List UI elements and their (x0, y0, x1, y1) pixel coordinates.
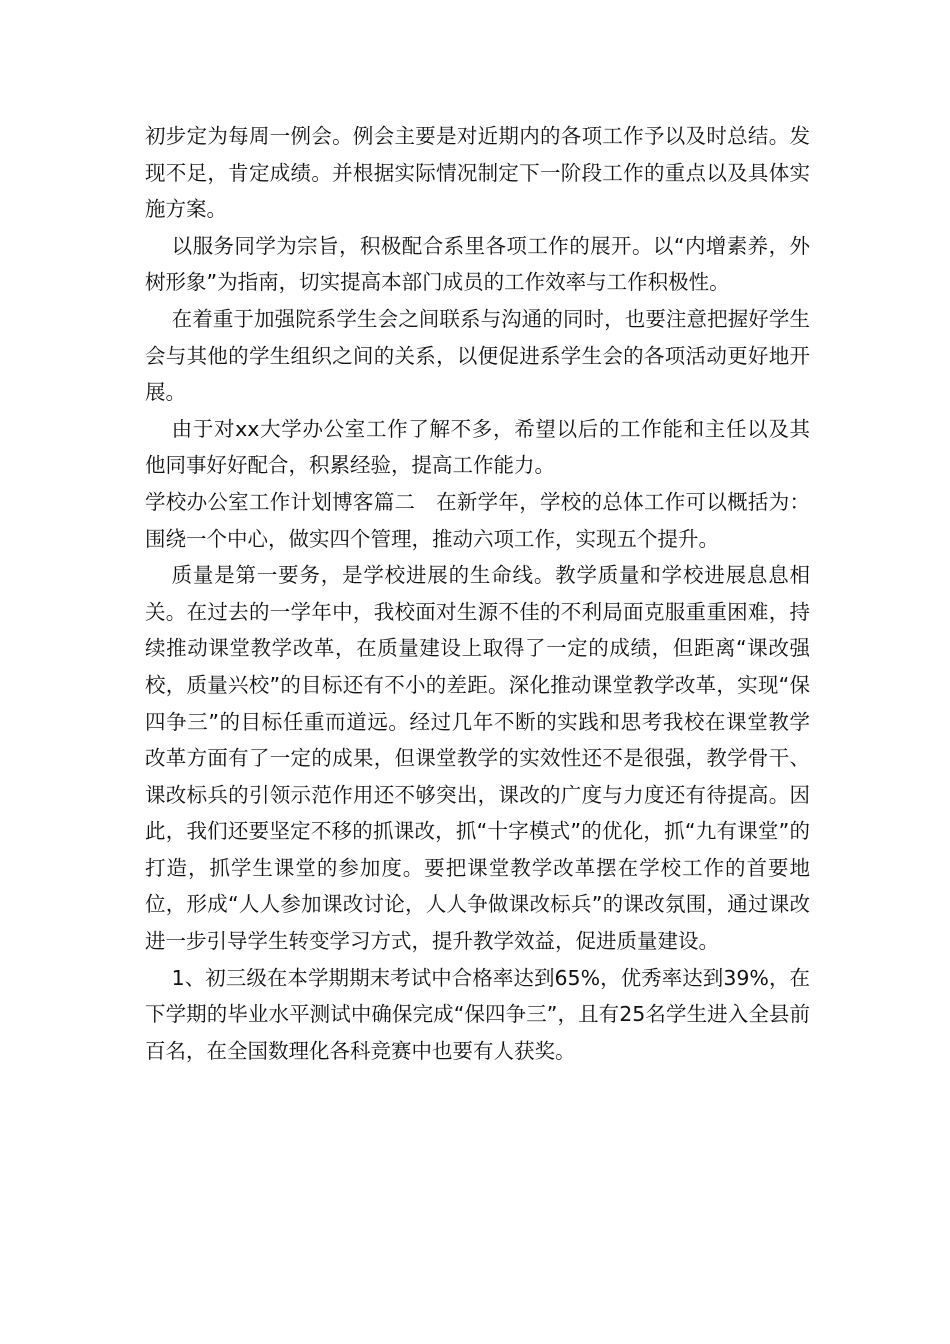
paragraph-7: 1、初三级在本学期期末考试中合格率达到65%，优秀率达到39%，在下学期的毕业水平测试中确保完成“保四争三”，且有25名学生进入全县前百名，在全国数理化各科竞赛中也要有人获奖。 (145, 965, 810, 1063)
section-heading-paragraph: 学校办公室工作计划博客篇二 在新学年，学校的总体工作可以概括为：围绕一个中心，做实四个管理，推动六项工作，实现五个提升。 (145, 489, 810, 551)
paragraph-6: 质量是第一要务，是学校进展的生命线。教学质量和学校进展息息相关。在过去的一学年中，我校面对生源不佳的不利局面克服重重困难，持续推动课堂教学改革，在质量建设上取得了一定的成绩，但距离“课改强校，质量兴校”的目标还有不小的差距。深化推动课堂教学改革，实现“保四争三”的目标任重而道远。经过几年不断的实践和思考我校在课堂教学改革方面有了一定的成果，但课堂教学的实效性还不是很强，教学骨干、课改标兵的引领示范作用还不够突出，课改的广度与力度还有待提高。因此，我们还要坚定不移的抓课改，抓“十字模式”的优化，抓“九有课堂”的打造，抓学生课堂的参加度。要把课堂教学改革摆在学校工作的首要地位，形成“人人参加课改讨论，人人争做课改标兵”的课改氛围，通过课改进一步引导学生转变学习方式，提升教学效益，促进质量建设。 (145, 563, 810, 954)
paragraph-1: 初步定为每周一例会。例会主要是对近期内的各项工作予以及时总结。发现不足，肯定成绩。并根据实际情况制定下一阶段工作的重点以及具体实施方案。 (145, 124, 810, 222)
paragraph-4: 由于对xx大学办公室工作了解不多，希望以后的工作能和主任以及其他同事好好配合，积累经验，提高工作能力。 (145, 416, 810, 478)
paragraph-2: 以服务同学为宗旨，积极配合系里各项工作的展开。以“内增素养，外树形象”为指南，切实提高本部门成员的工作效率与工作积极性。 (145, 233, 810, 295)
document-body (145, 118, 810, 1069)
paragraph-3: 在着重于加强院系学生会之间联系与沟通的同时，也要注意把握好学生会与其他的学生组织之间的关系，以便促进系学生会的各项活动更好地开展。 (145, 306, 810, 405)
